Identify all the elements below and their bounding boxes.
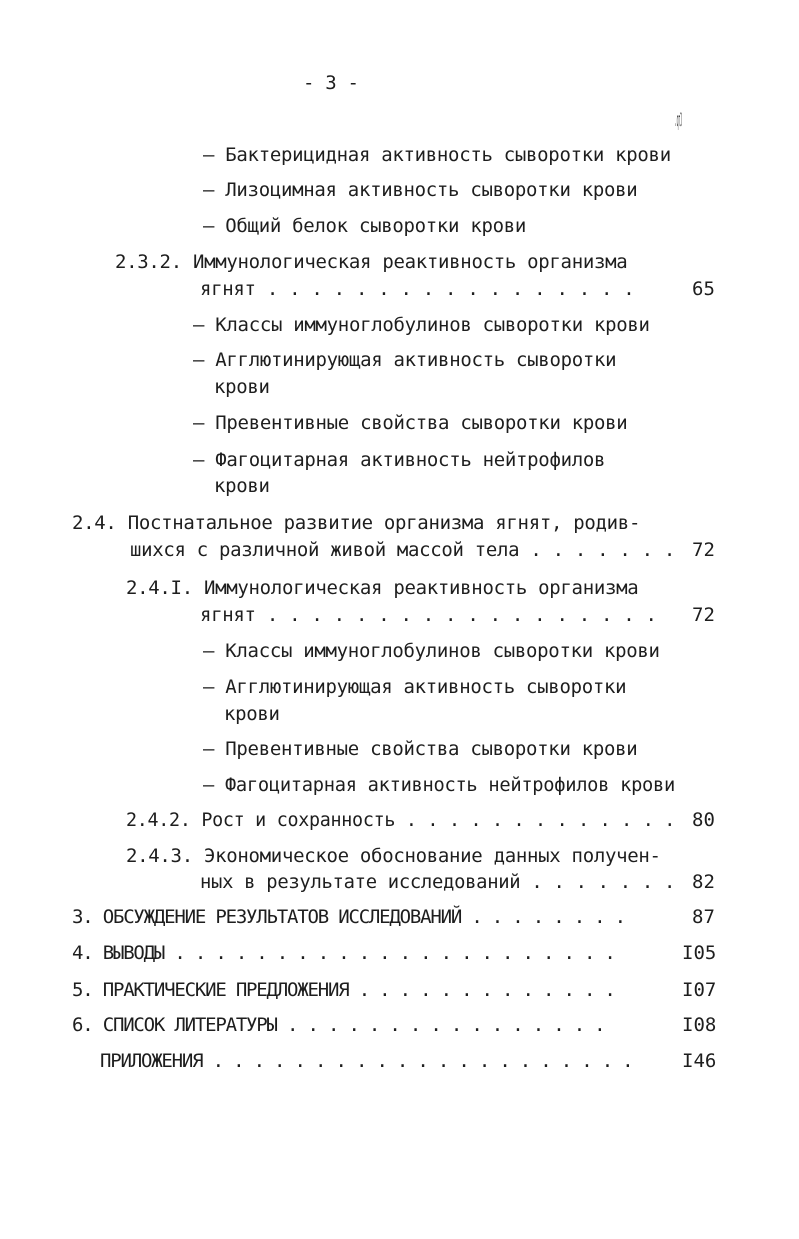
toc-chapter-title: ПРИЛОЖЕНИЯ . . . . . . . . . . . . . . . . . . . . . xyxy=(100,1050,633,1072)
toc-chapter-title: 3. ОБСУЖДЕНИЕ РЕЗУЛЬТАТОВ ИССЛЕДОВАНИЙ . . . . . . . . xyxy=(72,906,625,928)
toc-page-number: I08 xyxy=(682,1014,717,1036)
toc-page-number: I07 xyxy=(682,979,717,1001)
toc-chapter-title: 6. СПИСОК ЛИТЕРАТУРЫ . . . . . . . . . . . . . . . . xyxy=(72,1014,605,1036)
toc-subitem-text: – Превентивные свойства сыворотки крови xyxy=(193,412,628,434)
toc-page-number: 65 xyxy=(692,278,715,300)
toc-subitem-text: – Классы иммуноглобулинов сыворотки крови xyxy=(203,640,660,662)
toc-subitem-text: – Агглютинирующая активность сыворотки xyxy=(203,676,627,698)
toc-chapter-title: 4. ВЫВОДЫ . . . . . . . . . . . . . . . . . . . . . . xyxy=(72,942,615,964)
toc-section-title: 2.4.2. Рост и сохранность . . . . . . . . . . . . . xyxy=(126,809,676,831)
toc-page-number: I05 xyxy=(682,942,717,964)
toc-section-title-cont: ягнят . . . . . . . . . . . . . . . . . xyxy=(200,278,635,300)
toc-section-title-cont: шихся с различной живой массой тела . . . . . . . xyxy=(130,539,675,561)
toc-subitem-text: – Лизоцимная активность сыворотки крови xyxy=(203,179,638,201)
toc-subitem-text: – Общий белок сыворотки крови xyxy=(203,215,527,237)
toc-section-title-cont: ных в результате исследований . . . . . . . xyxy=(200,871,676,893)
toc-chapter-title: 5. ПРАКТИЧЕСКИЕ ПРЕДЛОЖЕНИЯ . . . . . . . . . . . . . xyxy=(72,979,615,1001)
toc-page-number: I46 xyxy=(682,1050,717,1072)
toc-page-number: 87 xyxy=(692,906,715,928)
toc-subitem-text: – Фагоцитарная активность нейтрофилов xyxy=(193,449,606,471)
toc-page-number: 82 xyxy=(692,871,715,893)
page-column-header: Стр. xyxy=(674,109,682,131)
toc-section-title: 2.4.3. Экономическое обоснование данных получен- xyxy=(126,845,661,867)
toc-section-title: 2.4. Постнатальное развитие организма ягнят, родив- xyxy=(72,512,641,534)
toc-subitem-text-cont: крови xyxy=(214,475,270,497)
toc-subitem-text: – Бактерицидная активность сыворотки крови xyxy=(203,144,671,166)
toc-subitem-text-cont: крови xyxy=(224,703,280,725)
toc-section-title: 2.3.2. Иммунологическая реактивность организма xyxy=(115,251,628,273)
toc-subitem-text: – Фагоцитарная активность нейтрофилов крови xyxy=(203,774,675,796)
toc-section-title-cont: ягнят . . . . . . . . . . . . . . . . . . xyxy=(200,604,657,626)
toc-subitem-text: – Превентивные свойства сыворотки крови xyxy=(203,738,638,760)
toc-subitem-text: – Агглютинирующая активность сыворотки xyxy=(193,349,617,371)
toc-section-title: 2.4.I. Иммунологическая реактивность организма xyxy=(126,577,639,599)
toc-page-number: 72 xyxy=(692,539,715,561)
toc-subitem-text: – Классы иммуноглобулинов сыворотки крови xyxy=(193,314,650,336)
toc-page-number: 72 xyxy=(692,604,715,626)
page-number: - 3 - xyxy=(303,72,359,94)
toc-subitem-text-cont: крови xyxy=(214,376,270,398)
toc-page-number: 80 xyxy=(692,809,715,831)
